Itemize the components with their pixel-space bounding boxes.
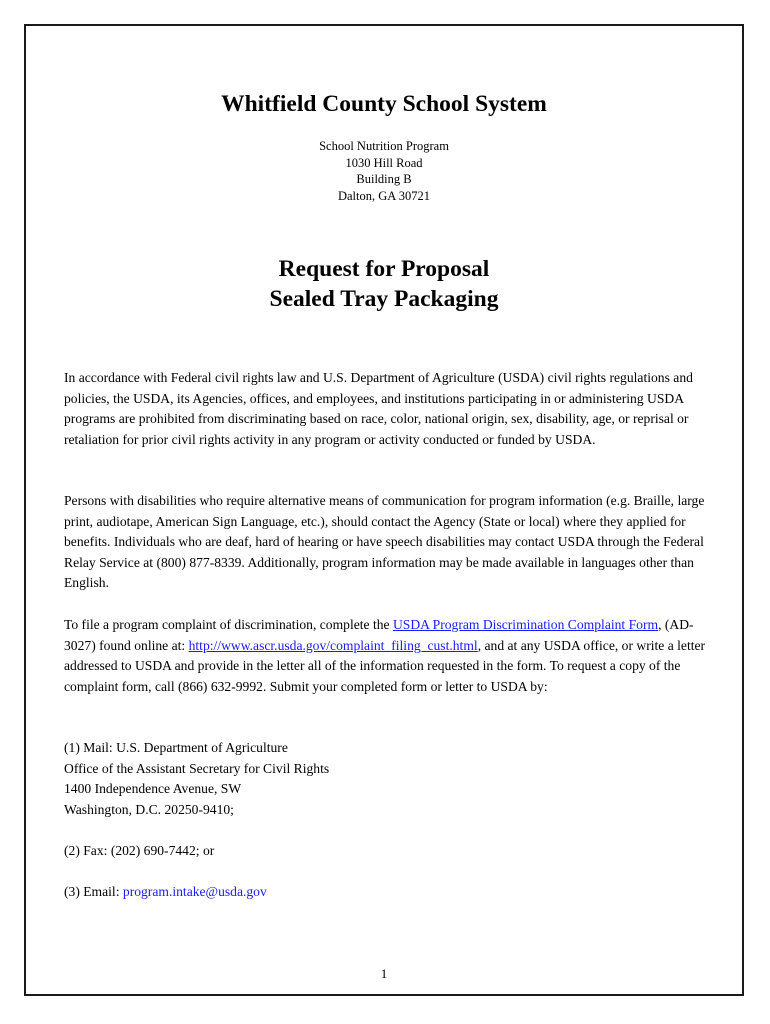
address-line-street: 1030 Hill Road: [345, 155, 423, 170]
address-line-building: Building B: [356, 172, 412, 186]
civil-rights-paragraph: In accordance with Federal civil rights law and U.S. Department of Agriculture (USDA) civil rights regulations and policies, the USDA, its Agencies, offices, and employees, and institutions participating in or administering USDA programs are prohibited from discriminating based on race, color, national origin, sex, disability, age, or reprisal or retaliation for prior civil rights activity in any program or activity conducted or funded by USDA.: [64, 370, 693, 447]
complaint-text-end: , and at any USDA office, or write a letter addressed to USDA and provide in the letter all of the information requested in the form. To request a copy of the complaint form, call (866) 632-9992. Submit your completed form or letter to USDA by:: [64, 637, 706, 694]
complaint-paragraph: [64, 615, 714, 697]
email-label: (3) Email:: [64, 884, 123, 899]
complaint-text-middle: , (AD-3027) found online at:: [64, 617, 694, 653]
organization-title: Whitfield County School System: [221, 91, 547, 117]
rfp-title-line1: Request for Proposal: [278, 256, 490, 282]
mail-line-department: (1) Mail: U.S. Department of Agriculture: [64, 740, 288, 755]
mail-address-block: [64, 738, 714, 820]
complaint-text-intro: To file a program complaint of discrimination, complete the: [64, 617, 393, 632]
address-line-program: School Nutrition Program: [319, 139, 449, 153]
document-page: [24, 24, 744, 996]
complaint-form-link[interactable]: USDA Program Discrimination Complaint Form: [392, 617, 659, 632]
disabilities-paragraph: Persons with disabilities who require alternative means of communication for program information (e.g. Braille, large print, audiotape, American Sign Language, etc.), should contact the Agency (State or local) where they applied for benefits. Individuals who are deaf, hard of hearing or have speech disabilities may contact USDA through the Federal Relay Service at (800) 877-8339. Additionally, program information may be made available in languages other than English.: [64, 493, 705, 591]
mail-line-street: 1400 Independence Avenue, SW: [64, 781, 242, 797]
email-line: [64, 882, 714, 903]
page-number: 1: [380, 966, 388, 981]
complaint-url-link[interactable]: http://www.ascr.usda.gov/complaint_filing_cust.html: [188, 637, 478, 653]
fax-line: (2) Fax: (202) 690-7442; or: [64, 843, 215, 858]
address-line-city: Dalton, GA 30721: [337, 188, 430, 203]
mail-line-office: Office of the Assistant Secretary for Civil Rights: [64, 760, 330, 776]
email-link[interactable]: program.intake@usda.gov: [122, 884, 267, 899]
rfp-title: [26, 254, 742, 314]
mail-line-city: Washington, D.C. 20250-9410;: [64, 801, 234, 817]
rfp-title-line2: Sealed Tray Packaging: [269, 286, 499, 312]
address-block: [26, 138, 742, 204]
